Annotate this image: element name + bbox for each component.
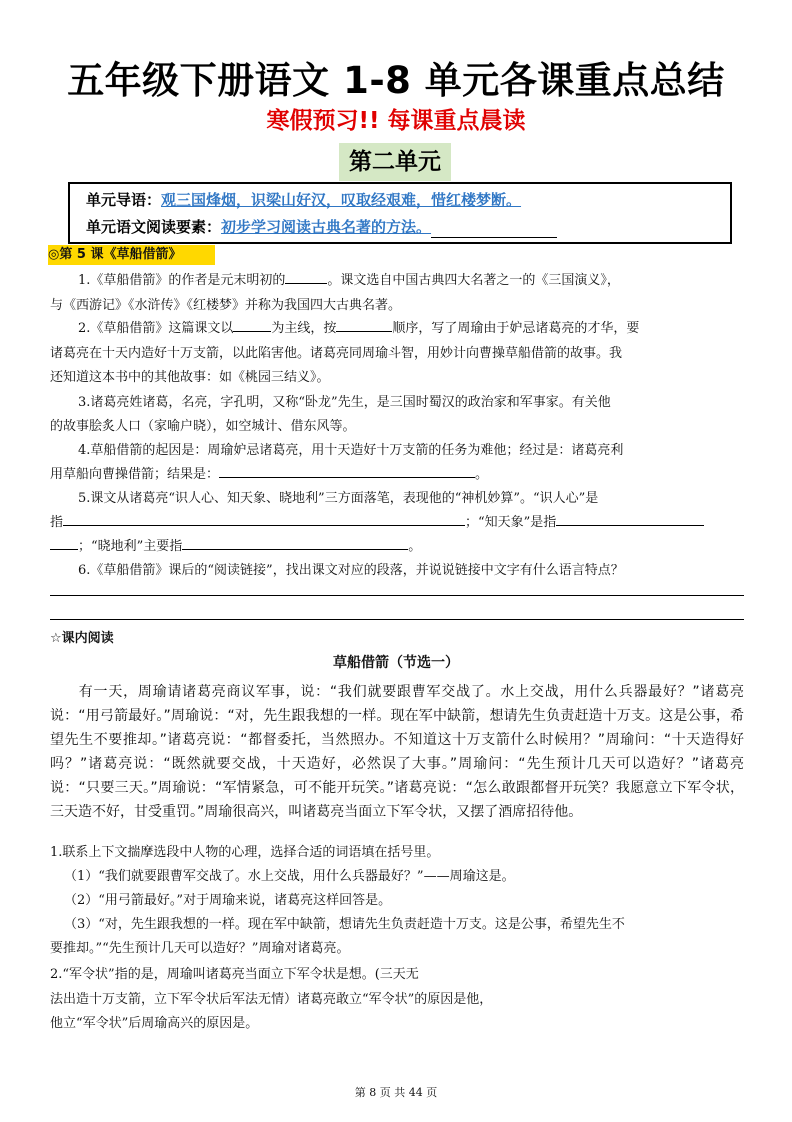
- question-text: 。: [475, 467, 489, 482]
- unit-guide-box: [68, 182, 732, 244]
- question-text: 指: [50, 515, 64, 530]
- question-text: 要推却。”“先生预计几天可以造好？”周瑜对诸葛亮: [50, 941, 337, 956]
- question-text: 2.“军令状”指的是: [50, 967, 154, 982]
- question-text: 他立“军令状”后周瑜高兴的原因是: [50, 1016, 246, 1031]
- question-text: 为主线，按: [271, 321, 337, 336]
- answer-blank: [285, 268, 327, 284]
- reading-element-text: 初步学习阅读古典名著的方法。: [221, 218, 432, 236]
- answer-blank: [63, 510, 465, 526]
- question-text: 。: [245, 1016, 259, 1031]
- question-text: ；“晓地利”主要指: [78, 539, 183, 554]
- question-text: 顺序，写了周瑜由于妒忌诸葛亮的才华，要: [392, 321, 640, 336]
- question-5-cont: [50, 510, 744, 535]
- question-text: （1）“我们就要跟曹军交战了。水上交战，用什么兵器最好？”——周瑜这是: [64, 869, 502, 884]
- answer-blank: [182, 534, 408, 550]
- question-text: 2.《草船借箭》这篇课文以: [78, 321, 234, 336]
- question-text: ，: [479, 992, 493, 1007]
- unit-intro-line: [86, 189, 521, 211]
- lesson-heading: ◎第 5 课《草船借箭》: [48, 245, 215, 265]
- reading-element-line: [86, 216, 557, 238]
- reading-question-1-2: [50, 888, 744, 913]
- question-1: [50, 268, 744, 293]
- reading-section-heading: ☆课内阅读: [50, 631, 114, 646]
- question-3-cont: 的故事脍炙人口（家喻户晓），如空城计、借东风等。: [50, 419, 356, 434]
- reading-question-1-3-cont: [50, 936, 744, 961]
- question-5: 5.课文从诸葛亮“识人心、知天象、晓地利”三方面落笔，表现他的“神机妙算”。“识人心”是: [78, 491, 599, 506]
- answer-blank: [431, 219, 557, 238]
- question-2-cont: 诸葛亮在十天内造好十万支箭，以此陷害他。诸葛亮同周瑜斗智，用妙计向曹操草船借箭的故事。我: [50, 346, 623, 361]
- reading-question-1-1: [50, 864, 744, 889]
- question-5-cont: [50, 534, 744, 559]
- question-text: （2）“用弓箭最好。”对于周瑜来说，诸葛亮这样回答是: [64, 893, 379, 908]
- question-3: 3.诸葛亮姓诸葛，名亮，字孔明，又称“卧龙”先生，是三国时蜀汉的政治家和军事家。有关他: [78, 395, 611, 410]
- question-1-cont: 与《西游记》《水浒传》《红楼梦》并称为我国四大古典名著。: [50, 298, 402, 313]
- question-text: ，周瑜叫诸葛亮当面立下军令状是想: [153, 967, 362, 982]
- reading-question-1: 1.联系上下文揣摩选段中人物的心理，选择合适的词语填在括号里。: [50, 845, 440, 860]
- question-text: 。: [378, 893, 392, 908]
- unit-intro-label: 单元导语：: [86, 191, 162, 209]
- reading-question-2-cont: [50, 987, 744, 1012]
- page-subtitle: 寒假预习!! 每课重点晨读: [266, 108, 526, 134]
- excerpt-text: [50, 680, 744, 824]
- reading-question-2-cont: [50, 1011, 744, 1036]
- question-text: 。(三天无: [361, 967, 419, 982]
- answer-blank: [336, 316, 392, 332]
- reading-element-label: 单元语文阅读要素：: [86, 218, 222, 236]
- unit-intro-text: 观三国烽烟，识梁山好汉，叹取经艰难，惜红楼梦断。: [161, 191, 522, 209]
- answer-line: [50, 595, 744, 596]
- reading-question-2: [50, 962, 744, 987]
- question-text: 。: [336, 941, 350, 956]
- answer-line: [50, 619, 744, 620]
- reading-question-1-3: （3）“对，先生跟我想的一样。现在军中缺箭，想请先生负责赶造十万支。这是公事，希望先生不: [64, 917, 625, 932]
- page-number: 第 8 页 共 44 页: [354, 1086, 438, 1099]
- question-text: 1.《草船借箭》的作者是元末明初的: [78, 273, 286, 288]
- question-text: 用草船向曹操借箭；结果是：: [50, 467, 220, 482]
- answer-blank: [50, 534, 78, 550]
- question-text: 。课文选自中国古典四大名著之一的《三国演义》，: [327, 273, 620, 288]
- excerpt-body: 有一天，周瑜请诸葛亮商议军事，说：“我们就要跟曹军交战了。水上交战，用什么兵器最好？”诸葛亮说：“用弓箭最好。”周瑜说：“对，先生跟我想的一样。现在军中缺箭，想请先生负责赶造十万支。这是公事，希望先生不要推却。”诸葛亮说：“都督委托，当然照办。不知道这十万支箭什么时候用？”周瑜问：“十天造得好吗？”诸葛亮说：“既然就要交战，十天造好，必然误了大事。”周瑜问：“先生预计几天可以造好？”诸葛亮说：“只要三天。”周瑜说：“军情紧急，可不能开玩笑。”诸葛亮说：“怎么敢跟都督开玩笑？我愿意立下军令状，三天造不好，甘受重罚。”周瑜很高兴，叫诸葛亮当面立下军令状，又摆了酒席招待他。: [50, 684, 744, 820]
- question-2-cont: 还知道这本书中的其他故事：如《桃园三结义》。: [50, 370, 330, 385]
- page-title: 五年级下册语文 1-8 单元各课重点总结: [67, 59, 725, 102]
- question-6: 6.《草船借箭》课后的“阅读链接”，找出课文对应的段落，并说说链接中文字有什么语言特点？: [78, 563, 624, 578]
- unit-title: 第二单元: [339, 143, 451, 181]
- question-2: [50, 316, 744, 341]
- excerpt-title: 草船借箭（节选一）: [333, 655, 459, 671]
- question-text: 法出造十万支箭，立下军令状后军法无情）诸葛亮敢立“军令状”的原因是他: [50, 992, 480, 1007]
- answer-blank: [233, 316, 271, 332]
- question-text: 。: [501, 869, 515, 884]
- answer-blank: [556, 510, 704, 526]
- question-4: 4.草船借箭的起因是：周瑜妒忌诸葛亮，用十天造好十万支箭的任务为难他；经过是：诸葛亮利: [78, 443, 624, 458]
- answer-blank: [219, 462, 475, 478]
- question-text: 。: [408, 539, 422, 554]
- question-4-cont: [50, 462, 744, 487]
- question-text: ；“知天象”是指: [465, 515, 557, 530]
